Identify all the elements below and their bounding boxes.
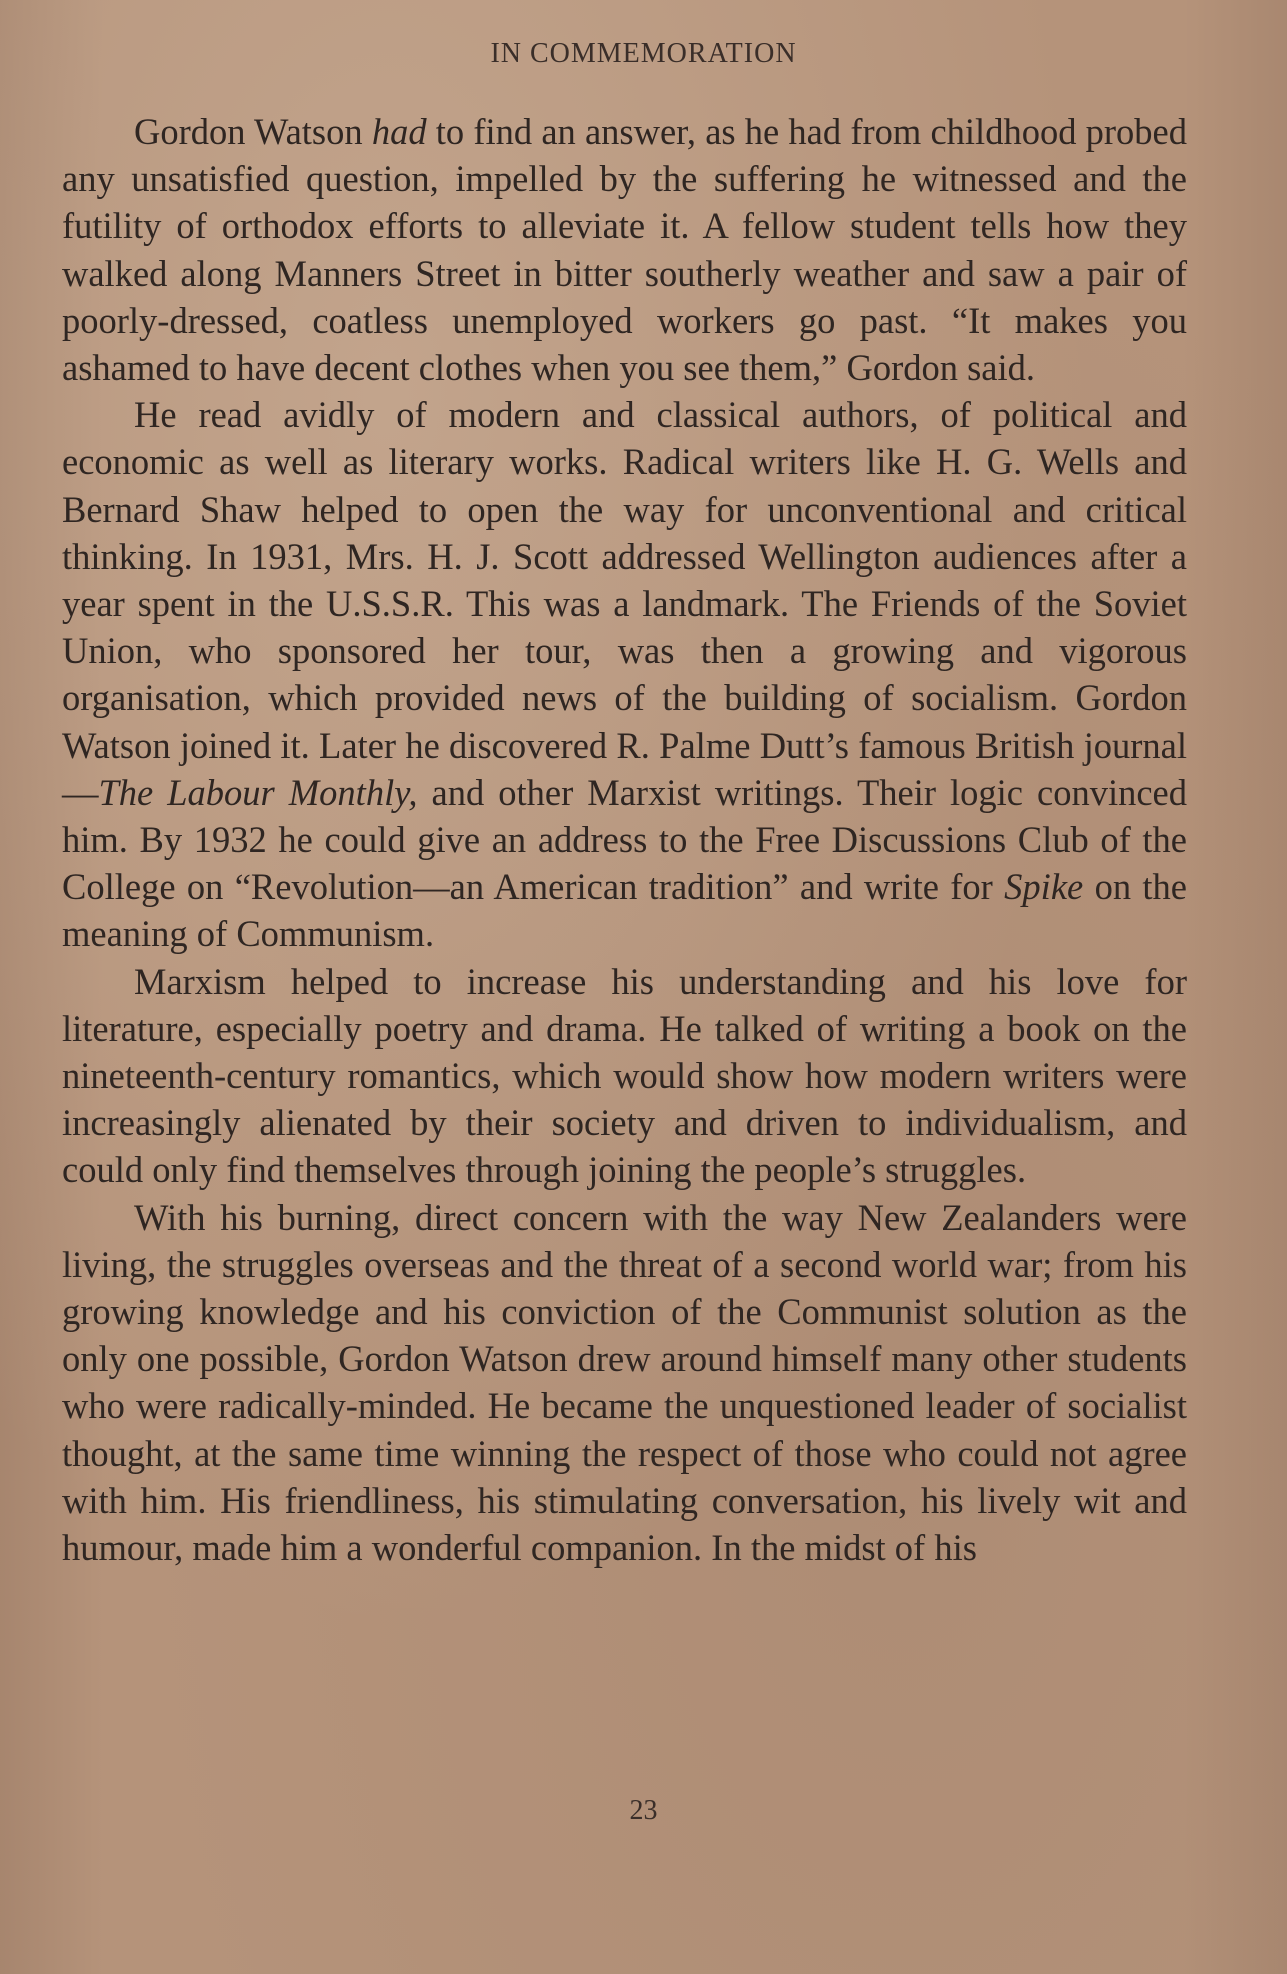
paragraph [62,1194,1187,1572]
paragraph [62,958,1187,1194]
body-text [62,108,1187,1571]
text-segment: on the meaning of Communism. [62,866,1188,955]
running-head: IN COMMEMORATION [490,38,797,69]
text-segment: Marxism helped to increase his understanding and his love for literature, especially poetry and drama. He talked of writing a book on the nineteenth-century romantics, which would show how modern writers were increasingly alienated by their society and driven to individualism, and could only find themselves through joining the people’s struggles. [62,960,1187,1191]
italic-text-segment: had [371,111,427,152]
italic-text-segment: Spike [1004,866,1084,908]
text-segment: He read avidly of modern and classical authors, of political and economic as well as literary works. Radical writers like H. G. Wells and Bernard Shaw helped to open the way for unconventional and critical thinking. In 1931, Mrs. H. J. Scott addressed Wellington audiences after a year spent in the U.S.S.R. This was a landmark. The Friends of the Soviet Union, who sponsored her tour, was then a growing and vigorous organisation, which provided news of the building of socialism. Gordon Watson joined it. Later he discovered R. Palme Dutt’s famous British journal— [62,394,1187,813]
paragraph [62,391,1187,957]
paragraph [62,108,1187,391]
page-number: 23 [629,1795,658,1826]
text-segment: Gordon Watson [134,111,372,152]
italic-text-segment: The Labour Monthly, [98,771,418,813]
text-segment: and other Marxist writings. Their logic convinced him. By 1932 he could give an address to the Free Discussions Club of the College on “Revolution—an American tradition” and write for [62,771,1187,908]
text-segment: to find an answer, as he had from childhood probed any unsatisfied question, impelled by the suffering he witnessed and the futility of orthodox efforts to alleviate it. A fellow student tells how they walked along Manners Street in bitter southerly weather and saw a pair of poorly-dressed, coatless unemployed workers go past. “It makes you ashamed to have decent clothes when you see them,” Gordon said. [62,111,1187,389]
text-segment: With his burning, direct concern with the way New Zealanders were living, the struggles overseas and the threat of a second world war; from his growing knowledge and his conviction of the Communist solution as the only one possible, Gordon Watson drew around himself many other students who were radically-minded. He became the unquestioned leader of socialist thought, at the same time winning the respect of those who could not agree with him. His friendliness, his stimulating conversation, his lively wit and humour, made him a wonderful companion. In the midst of his [62,1196,1187,1569]
